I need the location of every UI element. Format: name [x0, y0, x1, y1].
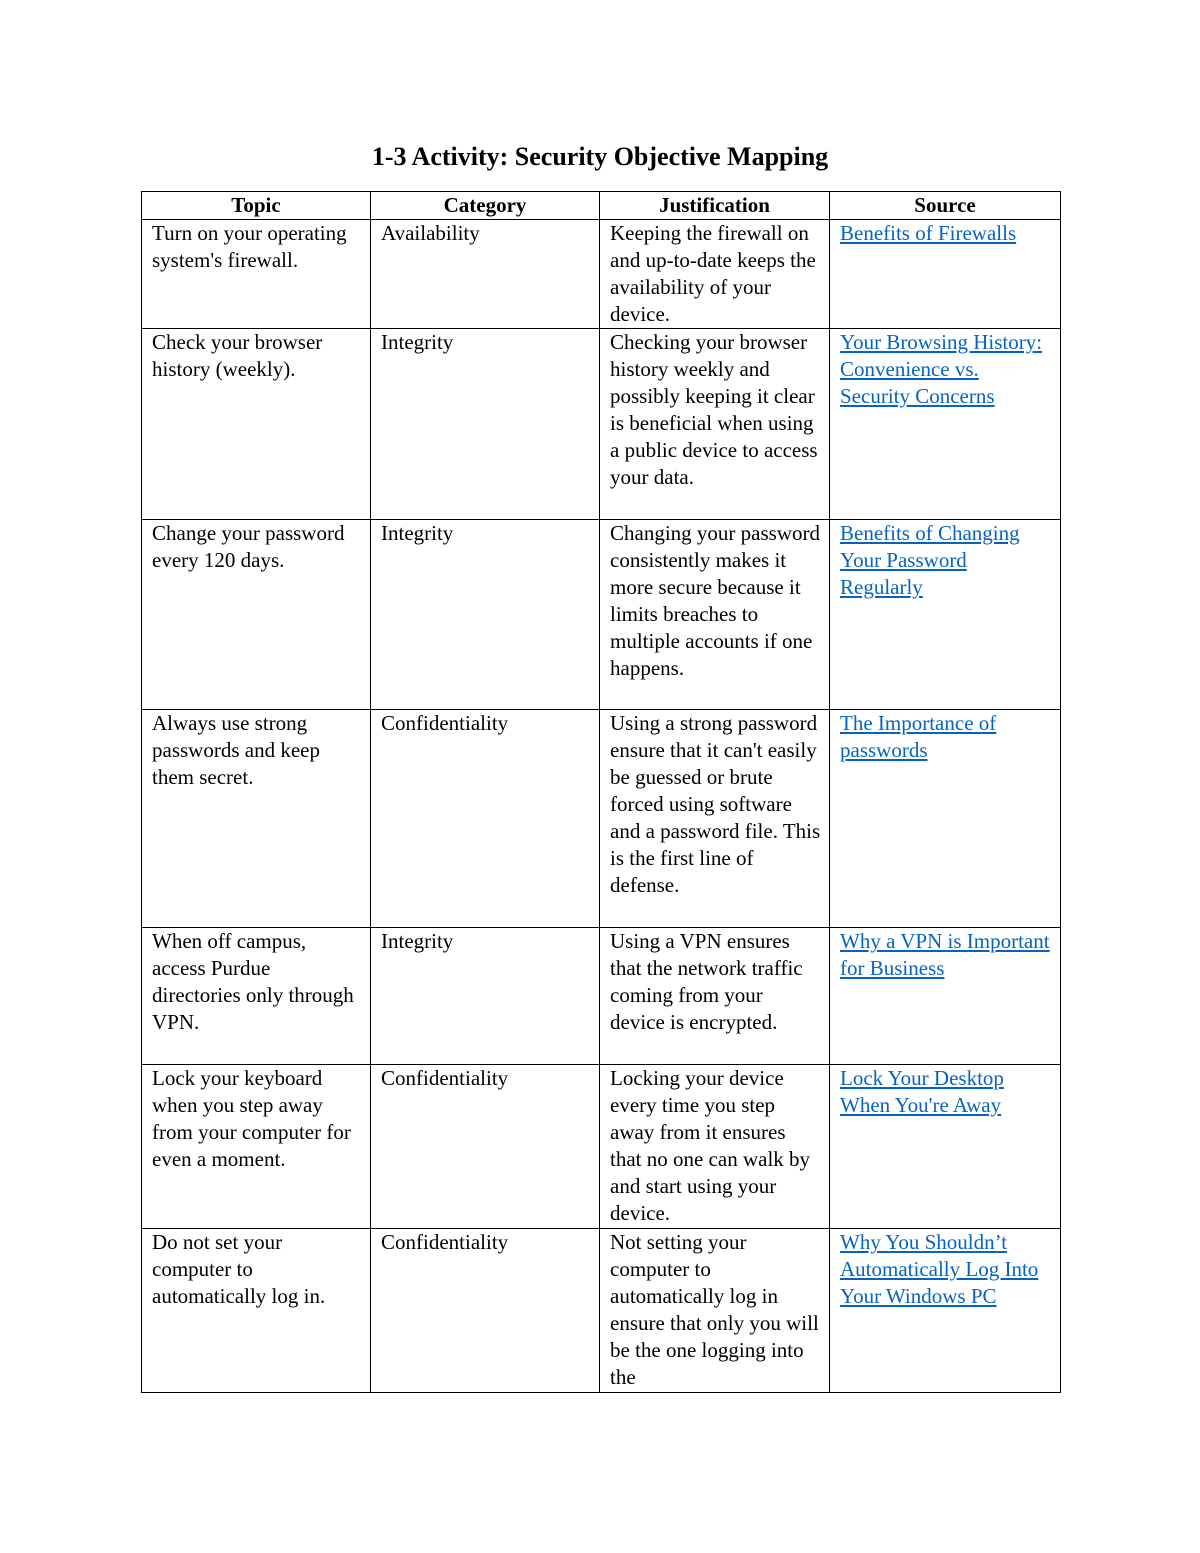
- table-header-row: [142, 192, 1061, 220]
- category-cell: Confidentiality: [371, 1229, 600, 1393]
- header-justification: Justification: [600, 192, 830, 220]
- topic-cell: Lock your keyboard when you step away from your computer for even a moment.: [142, 1065, 371, 1229]
- justification-cell: Not setting your computer to automatically log in ensure that only you will be the one logging into the: [600, 1229, 830, 1393]
- source-cell: [830, 928, 1061, 1065]
- justification-cell: Changing your password consistently makes it more secure because it limits breaches to multiple accounts if one happens.: [600, 520, 830, 710]
- source-link[interactable]: Benefits of Firewalls: [840, 221, 1017, 245]
- source-link[interactable]: Why a VPN is Important for Business: [840, 929, 1050, 980]
- header-source: Source: [830, 192, 1061, 220]
- justification-cell: Keeping the firewall on and up-to-date keeps the availability of your device.: [600, 220, 830, 329]
- table-row: [142, 520, 1061, 710]
- table-row: [142, 1229, 1061, 1393]
- table-row: [142, 710, 1061, 928]
- header-topic: Topic: [142, 192, 371, 220]
- category-cell: Confidentiality: [371, 710, 600, 928]
- justification-cell: Locking your device every time you step away from it ensures that no one can walk by and start using your device.: [600, 1065, 830, 1229]
- source-cell: [830, 520, 1061, 710]
- justification-cell: Using a strong password ensure that it can't easily be guessed or brute forced using software and a password file. This is the first line of defense.: [600, 710, 830, 928]
- source-link[interactable]: Lock Your Desktop When You're Away: [840, 1066, 1004, 1117]
- source-cell: [830, 329, 1061, 520]
- category-cell: Integrity: [371, 928, 600, 1065]
- topic-cell: Turn on your operating system's firewall.: [142, 220, 371, 329]
- topic-cell: Do not set your computer to automatically log in.: [142, 1229, 371, 1393]
- header-category: Category: [371, 192, 600, 220]
- document-title: 1-3 Activity: Security Objective Mapping: [371, 142, 829, 171]
- source-link[interactable]: The Importance of passwords: [840, 711, 997, 762]
- category-cell: Integrity: [371, 329, 600, 520]
- source-cell: [830, 1229, 1061, 1393]
- source-cell: [830, 710, 1061, 928]
- source-link[interactable]: Benefits of Changing Your Password Regularly: [840, 521, 1020, 599]
- topic-cell: Always use strong passwords and keep them secret.: [142, 710, 371, 928]
- justification-cell: Using a VPN ensures that the network traffic coming from your device is encrypted.: [600, 928, 830, 1065]
- table-row: [142, 1065, 1061, 1229]
- table-row: [142, 329, 1061, 520]
- source-cell: [830, 220, 1061, 329]
- source-link[interactable]: Why You Shouldn’t Automatically Log Into Your Windows PC: [840, 1230, 1039, 1308]
- topic-cell: When off campus, access Purdue directories only through VPN.: [142, 928, 371, 1065]
- category-cell: Integrity: [371, 520, 600, 710]
- topic-cell: Change your password every 120 days.: [142, 520, 371, 710]
- topic-cell: Check your browser history (weekly).: [142, 329, 371, 520]
- source-cell: [830, 1065, 1061, 1229]
- table-row: [142, 220, 1061, 329]
- justification-cell: Checking your browser history weekly and possibly keeping it clear is beneficial when using a public device to access your data.: [600, 329, 830, 520]
- category-cell: Availability: [371, 220, 600, 329]
- security-mapping-table: [141, 191, 1061, 1393]
- source-link[interactable]: Your Browsing History: Convenience vs. Security Concerns: [840, 330, 1043, 408]
- category-cell: Confidentiality: [371, 1065, 600, 1229]
- table-row: [142, 928, 1061, 1065]
